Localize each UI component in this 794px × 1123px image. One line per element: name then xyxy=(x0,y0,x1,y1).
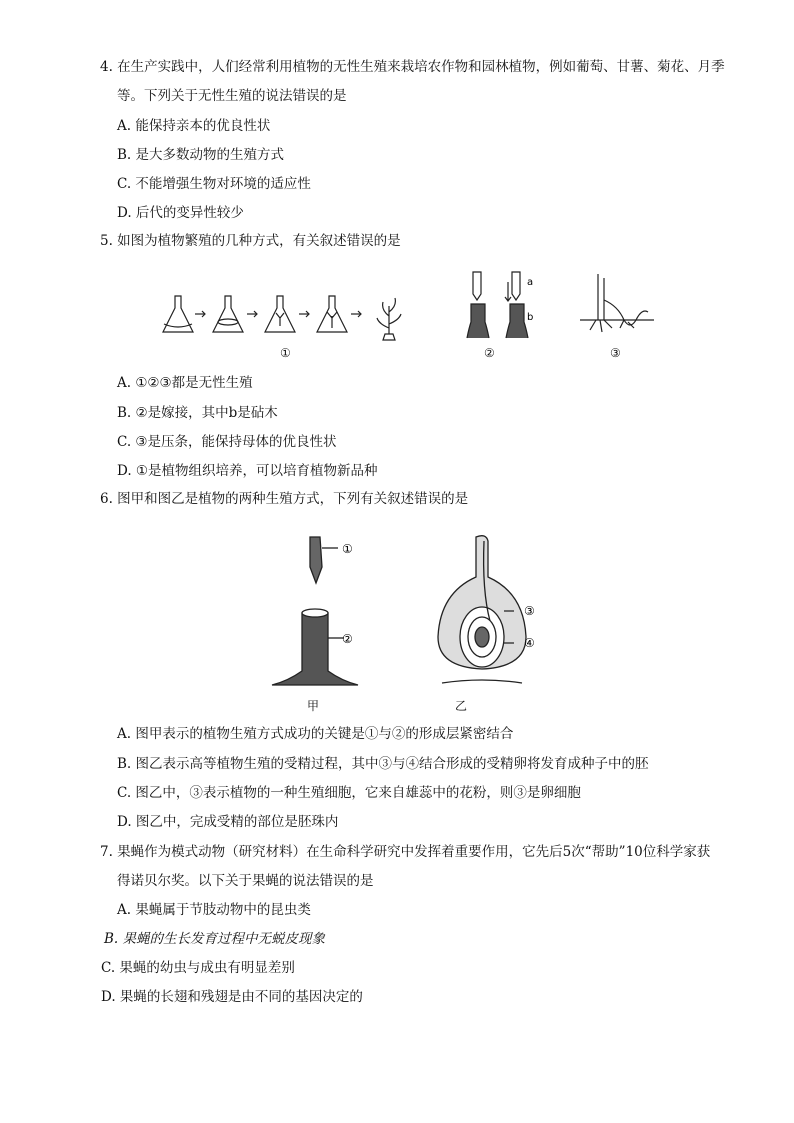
q7-option-c[interactable]: C. 果蝇的幼虫与成虫有明显差别 xyxy=(101,960,295,976)
q5-figure-3-label: ③ xyxy=(610,346,621,360)
yi-label-4: ④ xyxy=(524,636,535,650)
q4-stem-line2: 等。下列关于无性生殖的说法错误的是 xyxy=(117,88,347,104)
q6-option-a[interactable]: A. 图甲表示的植物生殖方式成功的关键是①与②的形成层紧密结合 xyxy=(117,726,514,742)
q7-stem-line1: 7. 果蝇作为模式动物（研究材料）在生命科学研究中发挥着重要作用，它先后5次“帮助”10位科学家获 xyxy=(100,844,711,860)
yi-label-3: ③ xyxy=(524,604,535,618)
flask-icon xyxy=(265,296,295,332)
pot-icon xyxy=(383,334,395,340)
q5-option-a[interactable]: A. ①②③都是无性生殖 xyxy=(117,375,253,391)
q7-option-a[interactable]: A. 果蝇属于节肢动物中的昆虫类 xyxy=(117,902,311,918)
q5-figure-1-label: ① xyxy=(280,346,291,360)
q6-caption-jia: 甲 xyxy=(307,699,320,713)
q7-option-d[interactable]: D. 果蝇的长翅和残翅是由不同的基因决定的 xyxy=(101,989,363,1005)
label-b: b xyxy=(527,312,534,323)
jia-label-2: ② xyxy=(342,632,353,646)
q5-stem: 5. 如图为植物繁殖的几种方式，有关叙述错误的是 xyxy=(100,233,401,249)
q5-option-d[interactable]: D. ①是植物组织培养，可以培育植物新品种 xyxy=(117,463,378,479)
q6-option-d[interactable]: D. 图乙中，完成受精的部位是胚珠内 xyxy=(117,814,339,830)
q4-option-c[interactable]: C. 不能增强生物对环境的适应性 xyxy=(117,176,311,192)
q5-option-c[interactable]: C. ③是压条，能保持母体的优良性状 xyxy=(117,434,337,450)
q6-option-c[interactable]: C. 图乙中，③表示植物的一种生殖细胞，它来自雄蕊中的花粉，则③是卵细胞 xyxy=(117,785,581,801)
q5-figure-grafting xyxy=(455,268,545,343)
q7-option-b[interactable]: B. 果蝇的生长发育过程中无蜕皮现象 xyxy=(104,931,326,947)
q4-stem-line1: 4. 在生产实践中，人们经常利用植物的无性生殖来栽培农作物和园林植物，例如葡萄、甘薯、菊花、月季 xyxy=(100,59,725,75)
q5-figure-2-label: ② xyxy=(484,346,495,360)
flask-icon xyxy=(213,296,243,332)
q4-option-b[interactable]: B. 是大多数动物的生殖方式 xyxy=(117,147,285,163)
q6-stem: 6. 图甲和图乙是植物的两种生殖方式，下列有关叙述错误的是 xyxy=(100,491,469,507)
q6-figure-jia-grafting xyxy=(280,533,375,693)
label-a: a xyxy=(527,277,534,288)
q5-option-b[interactable]: B. ②是嫁接，其中b是砧木 xyxy=(117,405,278,421)
q6-option-b[interactable]: B. 图乙表示高等植物生殖的受精过程，其中③与④结合形成的受精卵将发育成种子中的胚 xyxy=(117,756,649,772)
jia-label-1: ① xyxy=(342,542,353,556)
q6-figure-yi-fertilization xyxy=(432,533,542,693)
q4-option-a[interactable]: A. 能保持亲本的优良性状 xyxy=(117,118,271,134)
q4-option-d[interactable]: D. 后代的变异性较少 xyxy=(117,205,244,221)
q6-caption-yi: 乙 xyxy=(455,699,468,713)
q7-stem-line2: 得诺贝尔奖。以下关于果蝇的说法错误的是 xyxy=(117,873,374,889)
q5-figure-layering xyxy=(578,270,658,340)
